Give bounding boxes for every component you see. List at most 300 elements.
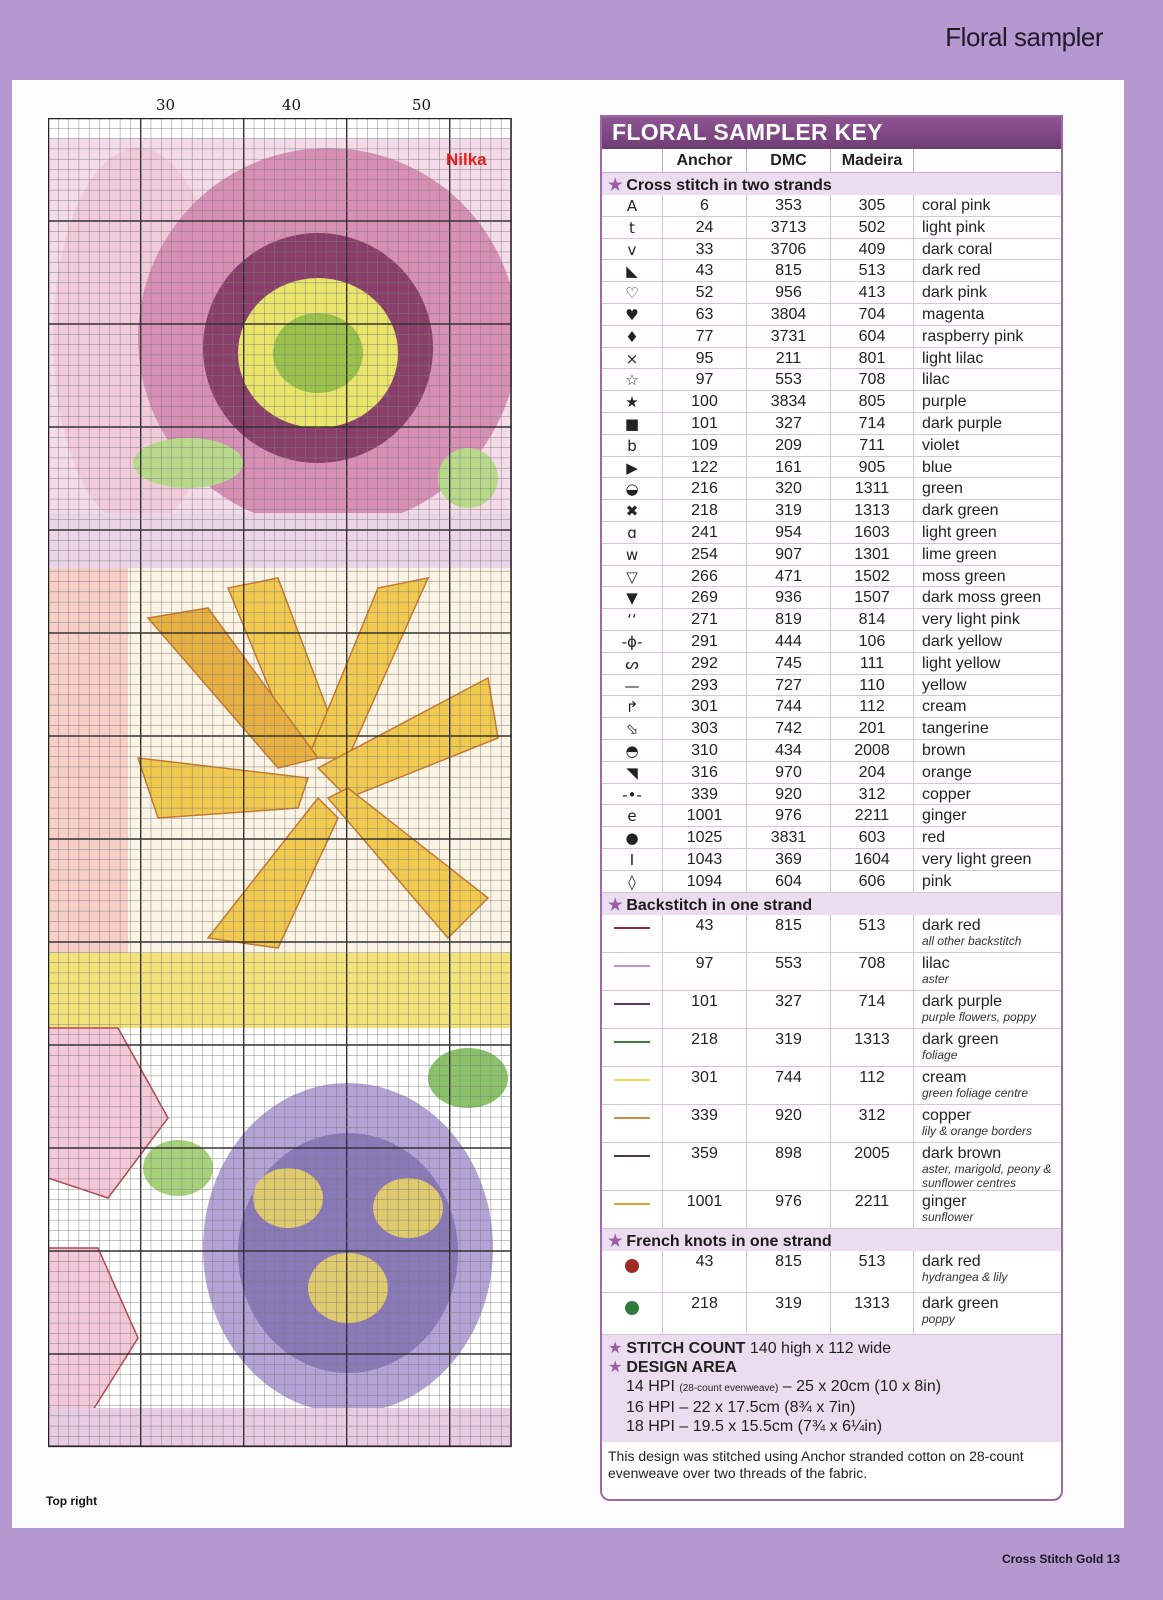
colour-name: raspberry pink <box>922 327 1024 345</box>
colour-name <box>914 1293 1061 1334</box>
dmc-number: 3731 <box>746 326 830 347</box>
anchor-number: 310 <box>662 740 746 761</box>
colour-name: light pink <box>922 218 986 236</box>
poppy-green-centre <box>273 313 363 393</box>
colour-name <box>914 1029 1061 1066</box>
colour-name: dark green <box>922 502 999 520</box>
line-sample-icon <box>614 1003 650 1005</box>
madeira-number: 604 <box>830 326 914 347</box>
symbol-icon: -ϕ- <box>621 632 643 651</box>
colour-name: moss green <box>922 567 1006 585</box>
dmc-number: 327 <box>746 991 830 1028</box>
star-icon: ★ <box>608 1358 623 1376</box>
dmc-number: 815 <box>746 260 830 281</box>
symbol-icon: ɑ <box>627 523 637 542</box>
anchor-number: 43 <box>662 260 746 281</box>
colour-name: light green <box>922 523 997 541</box>
anchor-number: 339 <box>662 784 746 805</box>
symbol-icon: ● <box>625 829 639 848</box>
key-row <box>602 522 1061 544</box>
madeira-number: 1604 <box>830 849 914 870</box>
key-row <box>602 566 1061 588</box>
chart-caption: Top right <box>46 1494 98 1508</box>
colour-name-text: dark red <box>922 916 981 934</box>
dmc-number: 815 <box>746 915 830 952</box>
madeira-number: 409 <box>830 239 914 260</box>
bottom-lilac-band <box>48 1408 512 1448</box>
colour-name-text: cream <box>922 1068 967 1086</box>
anchor-number: 24 <box>662 217 746 238</box>
symbol-icon: -•- <box>622 785 642 804</box>
anchor-number: 77 <box>662 326 746 347</box>
madeira-number: 502 <box>830 217 914 238</box>
colour-name <box>914 915 1061 952</box>
line-sample-icon <box>614 965 650 967</box>
madeira-number: 1313 <box>830 500 914 521</box>
anchor-number: 218 <box>662 500 746 521</box>
dmc-number: 744 <box>746 1067 830 1104</box>
symbol-icon: — <box>624 676 640 695</box>
key-title: FLORAL SAMPLER KEY <box>602 117 1061 149</box>
key-row <box>602 260 1061 282</box>
dmc-number: 819 <box>746 609 830 630</box>
aster-yellow <box>308 1253 388 1323</box>
anchor-number: 1043 <box>662 849 746 870</box>
madeira-number: 805 <box>830 391 914 412</box>
colour-name: pink <box>922 872 952 890</box>
madeira-number: 714 <box>830 991 914 1028</box>
symbol-icon: ʻʻ <box>627 611 637 630</box>
colour-name: dark purple <box>922 414 1003 432</box>
key-row <box>602 805 1061 827</box>
symbol-icon: × <box>625 349 639 368</box>
dmc-number: 3706 <box>746 239 830 260</box>
dmc-number: 553 <box>746 953 830 990</box>
dmc-number: 3804 <box>746 304 830 325</box>
key-row <box>602 195 1061 217</box>
dmc-number: 209 <box>746 435 830 456</box>
stitch-stats <box>602 1335 1061 1442</box>
dmc-number: 161 <box>746 457 830 478</box>
dmc-number: 553 <box>746 369 830 390</box>
anchor-number: 291 <box>662 631 746 652</box>
section-title: Floral sampler <box>945 22 1103 52</box>
madeira-number: 1311 <box>830 478 914 499</box>
madeira-number: 603 <box>830 827 914 848</box>
colour-name: dark moss green <box>922 589 1042 607</box>
backstitch-line-icon <box>602 1105 662 1142</box>
key-row <box>602 413 1061 435</box>
madeira-number: 714 <box>830 413 914 434</box>
madeira-number: 110 <box>830 675 914 696</box>
madeira-number: 413 <box>830 282 914 303</box>
symbol-icon: ■ <box>624 414 640 433</box>
key-row <box>602 435 1061 457</box>
key-row <box>602 1029 1061 1067</box>
anchor-number: 303 <box>662 718 746 739</box>
section-cross-stitch <box>602 173 1061 195</box>
key-row <box>602 217 1061 239</box>
anchor-number: 269 <box>662 587 746 608</box>
backstitch-line-icon <box>602 1191 662 1228</box>
dmc-number: 970 <box>746 762 830 783</box>
design-line-note: (28-count evenweave) <box>679 1382 779 1394</box>
key-row <box>602 609 1061 631</box>
usage-note: poppy <box>922 1311 955 1326</box>
anchor-number: 52 <box>662 282 746 303</box>
madeira-number: 814 <box>830 609 914 630</box>
knot-dot-icon <box>625 1301 639 1315</box>
symbol-icon: ◒ <box>625 480 639 499</box>
anchor-number: 101 <box>662 991 746 1028</box>
key-row <box>602 696 1061 718</box>
dmc-number: 898 <box>746 1143 830 1190</box>
section-french-knots <box>602 1229 1061 1251</box>
design-line <box>608 1377 1055 1398</box>
symbol-icon: ▼ <box>626 589 638 608</box>
dmc-number: 976 <box>746 1191 830 1228</box>
colour-name: very light pink <box>922 611 1020 629</box>
madeira-number: 513 <box>830 1251 914 1292</box>
key-row <box>602 544 1061 566</box>
key-row <box>602 282 1061 304</box>
colour-name: lime green <box>922 545 997 563</box>
colour-name: blue <box>922 458 953 476</box>
anchor-number: 1001 <box>662 805 746 826</box>
usage-note: aster <box>922 971 949 986</box>
anchor-number: 6 <box>662 195 746 216</box>
dmc-number: 956 <box>746 282 830 303</box>
colour-name-text: dark red <box>922 1252 981 1270</box>
anchor-number: 339 <box>662 1105 746 1142</box>
french-knot-icon <box>602 1293 662 1334</box>
backstitch-line-icon <box>602 1029 662 1066</box>
anchor-number: 63 <box>662 304 746 325</box>
key-row <box>602 391 1061 413</box>
colour-name: brown <box>922 741 966 759</box>
line-sample-icon <box>614 927 650 929</box>
anchor-number: 266 <box>662 566 746 587</box>
symbol-icon: ⬂ <box>625 720 639 739</box>
dmc-number: 954 <box>746 522 830 543</box>
anchor-number: 95 <box>662 348 746 369</box>
symbol-icon: ◓ <box>625 741 639 760</box>
symbol-icon: ▽ <box>626 567 638 586</box>
anchor-number: 33 <box>662 239 746 260</box>
key-row <box>602 1143 1061 1191</box>
coral-border <box>48 568 128 963</box>
madeira-number: 708 <box>830 953 914 990</box>
key-row <box>602 784 1061 806</box>
usage-note: sunflower <box>922 1209 974 1224</box>
colour-name <box>914 1067 1061 1104</box>
anchor-number: 271 <box>662 609 746 630</box>
dmc-number: 742 <box>746 718 830 739</box>
madeira-number: 1502 <box>830 566 914 587</box>
symbol-icon: ♦ <box>625 327 639 346</box>
madeira-number: 1301 <box>830 544 914 565</box>
backstitch-line-icon <box>602 1067 662 1104</box>
madeira-number: 1313 <box>830 1029 914 1066</box>
key-row <box>602 915 1061 953</box>
dmc-number: 744 <box>746 696 830 717</box>
dmc-number: 745 <box>746 653 830 674</box>
knot-dot-icon <box>625 1259 639 1273</box>
key-row <box>602 740 1061 762</box>
aster-yellow <box>373 1178 443 1238</box>
dmc-number: 353 <box>746 195 830 216</box>
symbol-icon: v <box>627 240 637 259</box>
footer-bar <box>0 1528 1163 1600</box>
colour-name: light yellow <box>922 654 1001 672</box>
header-dmc: DMC <box>746 149 830 172</box>
design-area-label: DESIGN AREA <box>626 1358 737 1376</box>
madeira-number: 704 <box>830 304 914 325</box>
madeira-number: 312 <box>830 1105 914 1142</box>
anchor-number: 359 <box>662 1143 746 1190</box>
column-label-50: 50 <box>412 96 432 114</box>
dmc-number: 327 <box>746 413 830 434</box>
colour-name-text: ginger <box>922 1192 967 1210</box>
anchor-number: 218 <box>662 1029 746 1066</box>
madeira-number: 1313 <box>830 1293 914 1334</box>
anchor-number: 1094 <box>662 871 746 892</box>
colour-name: cream <box>922 698 967 716</box>
dmc-number: 319 <box>746 1029 830 1066</box>
colour-name: dark yellow <box>922 632 1003 650</box>
key-row <box>602 1191 1061 1229</box>
madeira-number: 2211 <box>830 1191 914 1228</box>
dmc-number: 920 <box>746 1105 830 1142</box>
madeira-number: 711 <box>830 435 914 456</box>
colour-name: light lilac <box>922 349 984 367</box>
usage-note: foliage <box>922 1047 958 1062</box>
watermark: Nilka <box>446 150 487 169</box>
key-row <box>602 478 1061 500</box>
symbol-icon: ↱ <box>625 698 639 717</box>
colour-name <box>914 953 1061 990</box>
key-row <box>602 675 1061 697</box>
colour-name-text: dark green <box>922 1294 999 1312</box>
design-line: 18 HPI – 19.5 x 15.5cm (7¾ x 6¼in) <box>626 1417 883 1435</box>
dmc-number: 320 <box>746 478 830 499</box>
column-label-30: 30 <box>156 96 176 114</box>
cream-band <box>48 953 512 1028</box>
colour-name <box>914 1191 1061 1228</box>
floral-sampler-key <box>600 115 1063 1501</box>
anchor-number: 43 <box>662 1251 746 1292</box>
key-row <box>602 718 1061 740</box>
madeira-number: 513 <box>830 260 914 281</box>
anchor-number: 101 <box>662 413 746 434</box>
usage-note: hydrangea & lily <box>922 1269 1008 1284</box>
madeira-number: 513 <box>830 915 914 952</box>
key-row <box>602 326 1061 348</box>
madeira-number: 905 <box>830 457 914 478</box>
star-icon: ★ <box>608 1339 623 1357</box>
header-anchor: Anchor <box>662 149 746 172</box>
madeira-number: 305 <box>830 195 914 216</box>
backstitch-line-icon <box>602 991 662 1028</box>
key-row <box>602 304 1061 326</box>
key-row <box>602 1105 1061 1143</box>
design-line-size: – 25 x 20cm (10 x 8in) <box>778 1377 942 1395</box>
chart-grid <box>48 118 512 1448</box>
anchor-number: 292 <box>662 653 746 674</box>
colour-name: dark red <box>922 262 981 280</box>
key-row <box>602 1067 1061 1105</box>
dmc-number: 727 <box>746 675 830 696</box>
symbol-icon: ◊ <box>628 872 636 891</box>
anchor-number: 1001 <box>662 1191 746 1228</box>
key-row <box>602 953 1061 991</box>
usage-note: aster, marigold, peony & sunflower centres <box>922 1161 1052 1190</box>
dmc-number: 907 <box>746 544 830 565</box>
design-line: 16 HPI – 22 x 17.5cm (8¾ x 7in) <box>626 1398 856 1416</box>
star-icon: ★ <box>608 1232 623 1250</box>
key-row <box>602 500 1061 522</box>
dmc-number: 815 <box>746 1251 830 1292</box>
column-label-40: 40 <box>282 96 302 114</box>
madeira-number: 2005 <box>830 1143 914 1190</box>
colour-name: violet <box>922 436 960 454</box>
symbol-icon: e <box>627 807 637 826</box>
colour-name <box>914 1105 1061 1142</box>
dmc-number: 936 <box>746 587 830 608</box>
line-sample-icon <box>614 1203 650 1205</box>
key-row <box>602 369 1061 391</box>
madeira-number: 2211 <box>830 805 914 826</box>
madeira-number: 2008 <box>830 740 914 761</box>
key-row <box>602 871 1061 893</box>
anchor-number: 97 <box>662 953 746 990</box>
backstitch-table <box>602 915 1061 1229</box>
star-icon: ★ <box>608 896 623 914</box>
cross-stitch-table <box>602 195 1061 893</box>
key-row <box>602 239 1061 261</box>
line-sample-icon <box>614 1155 650 1157</box>
anchor-number: 122 <box>662 457 746 478</box>
usage-note: green foliage centre <box>922 1085 1029 1100</box>
colour-name: coral pink <box>922 197 991 214</box>
anchor-number: 293 <box>662 675 746 696</box>
symbol-icon: ᔕ <box>625 654 639 673</box>
dmc-number: 319 <box>746 500 830 521</box>
dmc-number: 434 <box>746 740 830 761</box>
colour-name: orange <box>922 763 972 781</box>
french-knot-table <box>602 1251 1061 1335</box>
colour-name: dark coral <box>922 240 993 258</box>
header-madeira: Madeira <box>830 149 914 172</box>
anchor-number: 241 <box>662 522 746 543</box>
key-row <box>602 1251 1061 1293</box>
anchor-number: 109 <box>662 435 746 456</box>
madeira-number: 1603 <box>830 522 914 543</box>
colour-name: purple <box>922 393 967 411</box>
madeira-number: 201 <box>830 718 914 739</box>
madeira-number: 801 <box>830 348 914 369</box>
colour-name: very light green <box>922 850 1032 868</box>
anchor-number: 216 <box>662 478 746 499</box>
colour-name <box>914 991 1061 1028</box>
symbol-icon: ◥ <box>626 763 638 782</box>
dmc-number: 369 <box>746 849 830 870</box>
colour-name-text: dark purple <box>922 992 1003 1010</box>
symbol-icon: ✖ <box>625 502 639 521</box>
key-row <box>602 762 1061 784</box>
anchor-number: 301 <box>662 1067 746 1104</box>
symbol-icon: t <box>629 218 635 237</box>
key-row <box>602 827 1061 849</box>
madeira-number: 606 <box>830 871 914 892</box>
line-sample-icon <box>614 1117 650 1119</box>
dmc-number: 604 <box>746 871 830 892</box>
dmc-number: 3834 <box>746 391 830 412</box>
dmc-number: 3713 <box>746 217 830 238</box>
design-area <box>608 1358 1055 1377</box>
madeira-number: 106 <box>830 631 914 652</box>
dmc-number: 319 <box>746 1293 830 1334</box>
key-row <box>602 849 1061 871</box>
colour-name: magenta <box>922 305 985 323</box>
key-row <box>602 587 1061 609</box>
stitch-chart <box>48 96 518 1476</box>
colour-name-text: copper <box>922 1106 971 1124</box>
key-row <box>602 631 1061 653</box>
key-row <box>602 348 1061 370</box>
anchor-number: 254 <box>662 544 746 565</box>
line-sample-icon <box>614 1079 650 1081</box>
section-label: French knots in one strand <box>626 1232 832 1250</box>
anchor-number: 97 <box>662 369 746 390</box>
key-row <box>602 1293 1061 1335</box>
backstitch-line-icon <box>602 953 662 990</box>
madeira-number: 312 <box>830 784 914 805</box>
madeira-number: 708 <box>830 369 914 390</box>
stitch-count-label: STITCH COUNT <box>626 1339 746 1357</box>
colour-name: tangerine <box>922 720 989 738</box>
dmc-number: 211 <box>746 348 830 369</box>
design-line-text: 14 HPI <box>626 1377 675 1395</box>
key-row <box>602 991 1061 1029</box>
french-knot-icon <box>602 1251 662 1292</box>
colour-name-text: dark brown <box>922 1144 1002 1162</box>
colour-name-text: lilac <box>922 954 950 972</box>
usage-note: lily & orange borders <box>922 1123 1033 1138</box>
header-symbol <box>602 149 662 172</box>
colour-name-text: dark green <box>922 1030 999 1048</box>
colour-name: yellow <box>922 676 967 694</box>
dmc-number: 920 <box>746 784 830 805</box>
key-row <box>602 653 1061 675</box>
aster-leaf <box>428 1048 508 1108</box>
symbol-icon: b <box>627 436 637 455</box>
colour-name: copper <box>922 785 971 803</box>
anchor-number: 1025 <box>662 827 746 848</box>
symbol-icon: ♥ <box>625 305 639 324</box>
footer-page-number: Cross Stitch Gold 13 <box>1001 1552 1120 1566</box>
anchor-number: 301 <box>662 696 746 717</box>
anchor-number: 100 <box>662 391 746 412</box>
dmc-number: 471 <box>746 566 830 587</box>
section-label: Backstitch in one strand <box>626 896 813 914</box>
colour-name: ginger <box>922 807 967 825</box>
colour-name <box>914 1143 1061 1190</box>
line-sample-icon <box>614 1041 650 1043</box>
madeira-number: 111 <box>830 653 914 674</box>
colour-name: green <box>922 480 963 498</box>
symbol-icon: ☆ <box>625 371 639 390</box>
